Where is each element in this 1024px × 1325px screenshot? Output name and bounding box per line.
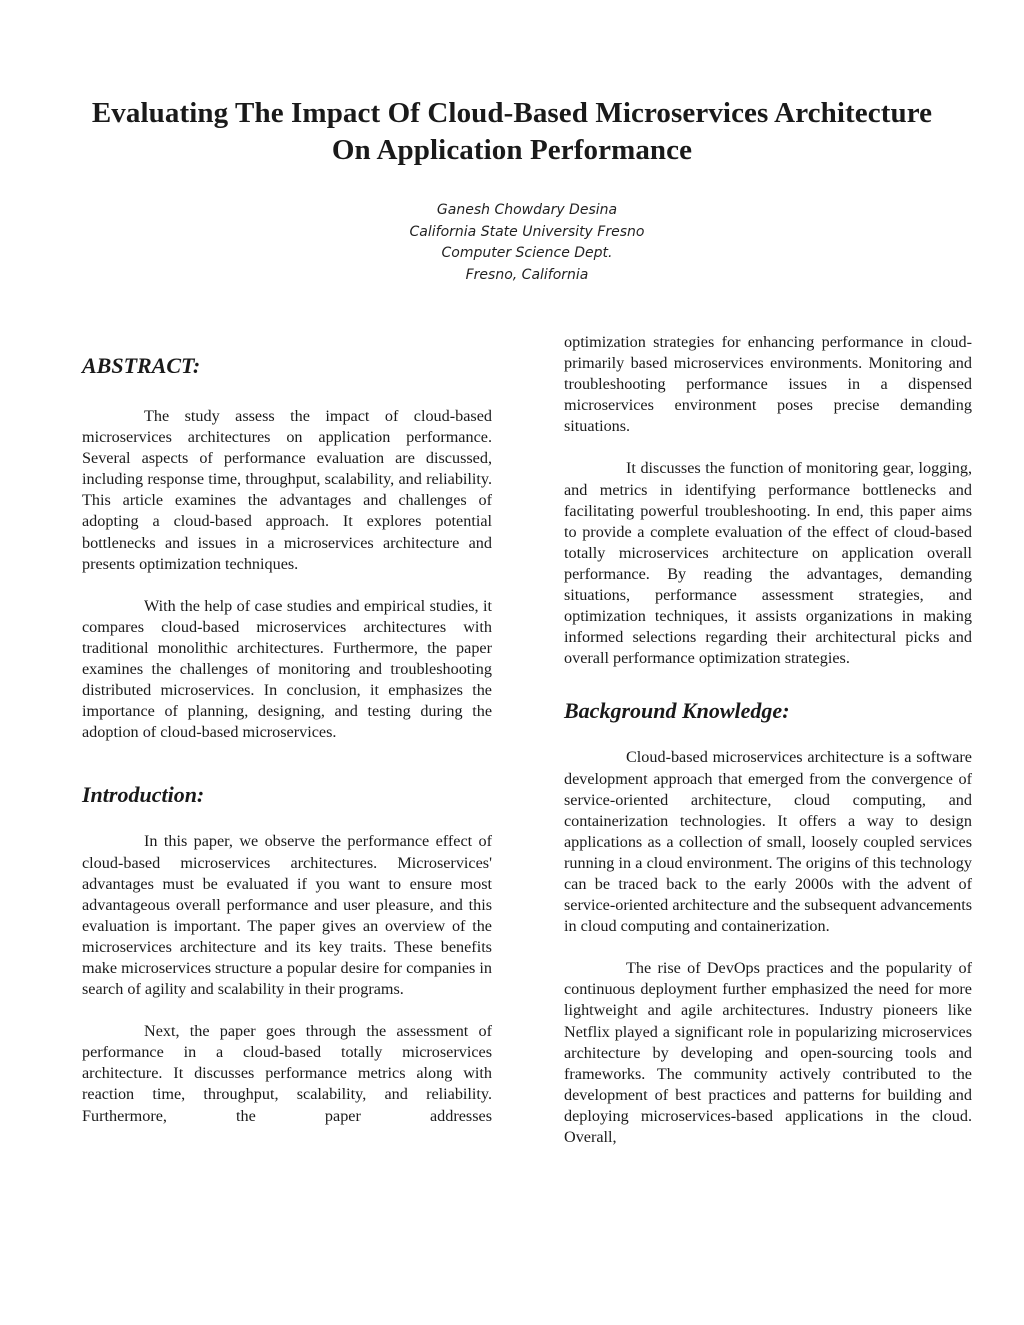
left-column	[82, 352, 492, 1127]
author-department: Computer Science Dept.	[441, 245, 613, 261]
abstract-paragraph-1: The study assess the impact of cloud-based microservices architectures on application performance. Several aspects of performance evaluation are discussed, including response time, throughput, scalability, and reliability. This article examines the advantages and challenges of adopting a cloud-based approach. It explores potential bottlenecks and issues in a microservices architecture and presents optimization techniques.	[82, 407, 492, 573]
author-block	[300, 200, 754, 286]
paper-title-line-2: On Application Performance	[331, 134, 693, 166]
introduction-paragraph-2-continued: optimization strategies for enhancing performance in cloud-primarily based microservices environments. Monitoring and troubleshooting performance issues in a dispensed microservices environment poses precise demanding situations.	[564, 333, 972, 436]
right-column	[564, 332, 972, 1148]
introduction-heading: Introduction:	[82, 782, 205, 808]
author-name: Ganesh Chowdary Desina	[436, 202, 618, 218]
background-paragraph-2: The rise of DevOps practices and the popularity of continuous deployment further emphasized the need for more lightweight and agile architectures. Industry pioneers like Netflix played a significant role in popularizing microservices architecture by developing and open-sourcing tools and frameworks. The community actively contributed to the development of best practices and patterns for building and deploying microservices-based applications in the cloud. Overall,	[564, 959, 972, 1146]
abstract-heading: ABSTRACT:	[82, 353, 201, 378]
background-heading: Background Knowledge:	[564, 698, 790, 724]
author-institution: California State University Fresno	[409, 223, 645, 240]
abstract-paragraph-2: With the help of case studies and empirical studies, it compares cloud-based microservices architectures with traditional monolithic architectures. Furthermore, the paper examines the challenges of monitoring and troubleshooting distributed microservices. In conclusion, it emphasizes the importance of planning, designing, and testing during the adoption of cloud-based microservices.	[82, 596, 492, 742]
paper-title	[60, 95, 964, 169]
introduction-paragraph-3: It discusses the function of monitoring gear, logging, and metrics in identifying performance bottlenecks and facilitating powerful troubleshooting. In end, this paper aims to provide a complete evaluation of the effect of cloud-based totally microservices architecture on application overall performance. By reading the advantages, demanding situations, performance assessment strategies, and optimization techniques, it assists organizations in making informed selections regarding their architectural picks and overall performance optimization strategies.	[564, 459, 972, 668]
introduction-paragraph-2: Next, the paper goes through the assessment of performance in a cloud-based totally microservices architecture. It discusses performance metrics along with reaction time, throughput, scalability, and reliability. Furthermore, the paper addresses	[82, 1022, 492, 1125]
introduction-paragraph-1: In this paper, we observe the performance effect of cloud-based microservices architectures. Microservices' advantages must be evaluated if you want to ensure most advantageous overall performance and user pleasure, and this evaluation is important. The paper gives an overview of the microservices architecture and its key traits. These benefits make microservices structure a popular desire for companies in search of agility and scalability in their programs.	[82, 832, 492, 999]
paper-title-line-1: Evaluating The Impact Of Cloud-Based Microservices Architecture	[91, 97, 933, 129]
background-paragraph-1: Cloud-based microservices architecture is a software development approach that emerged from the convergence of service-oriented architecture, cloud computing, and containerization technologies. It offers a way to design applications as a collection of small, loosely coupled services running in a cloud environment. The origins of this technology can be traced back to the early 2000s with the advent of service-oriented architecture and the subsequent advancements in cloud computing and containerization.	[564, 748, 972, 936]
author-location: Fresno, California	[465, 266, 589, 283]
